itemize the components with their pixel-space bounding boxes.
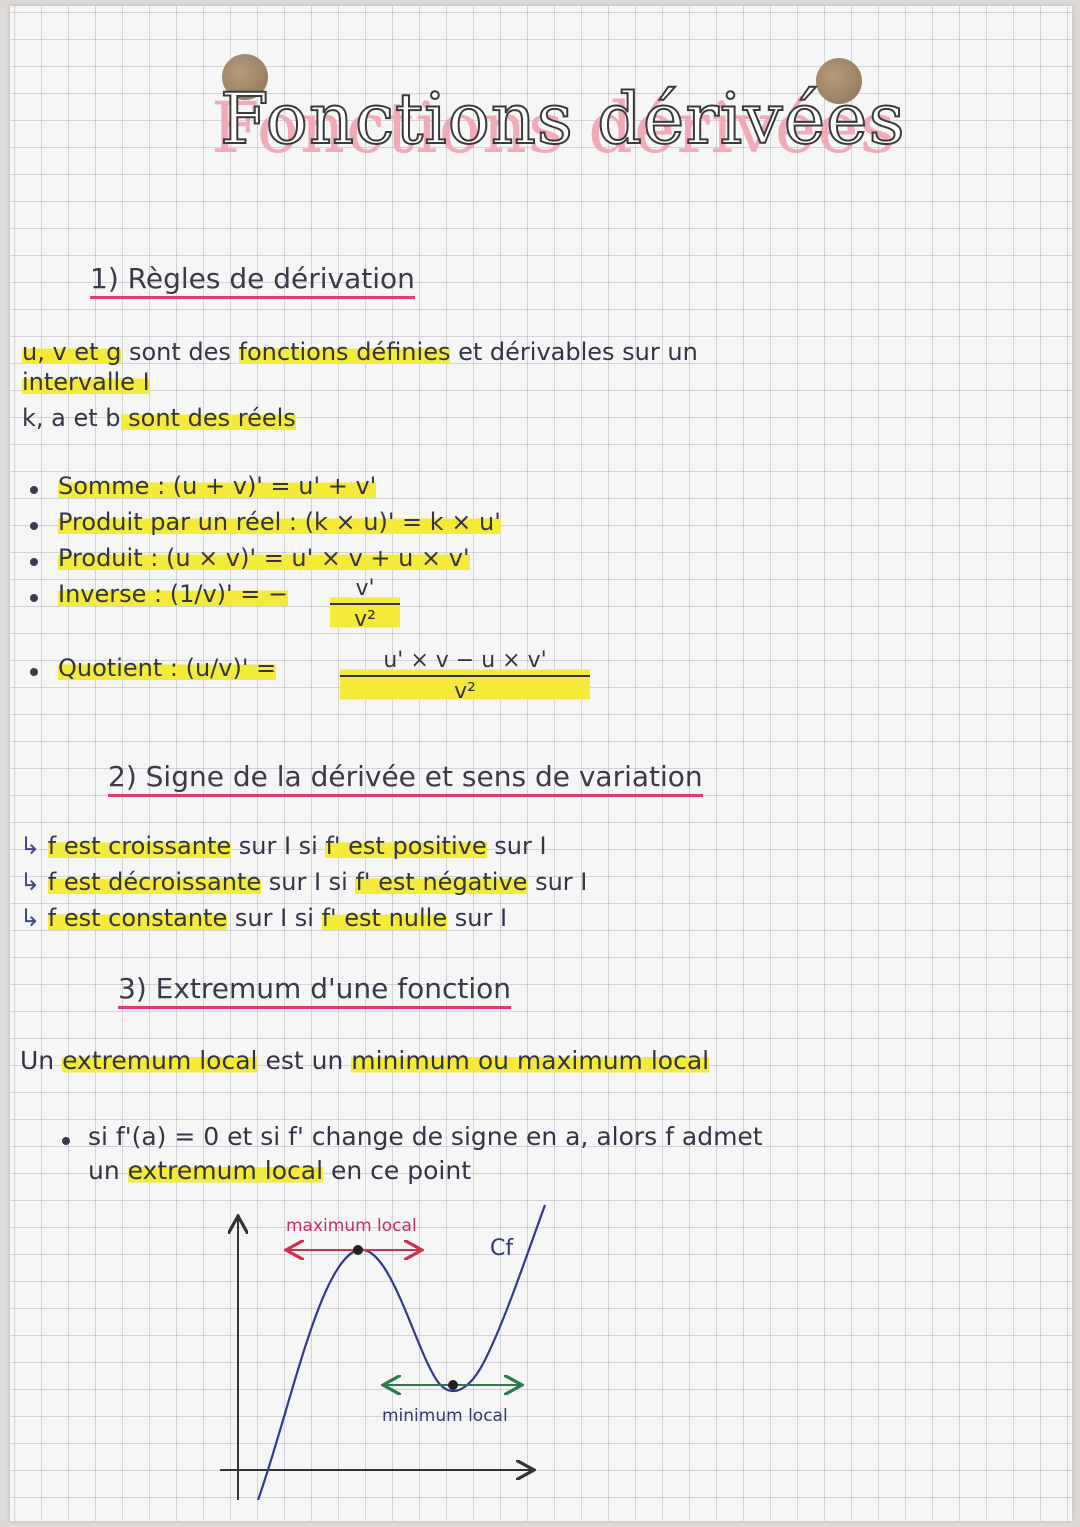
inverse-denominator: v² xyxy=(354,607,376,632)
min-local-label: minimum local xyxy=(382,1406,508,1426)
rule-product-label: Produit : xyxy=(58,544,166,572)
extremum-condition-line1: si f'(a) = 0 et si f' change de signe en a, alors f admet xyxy=(88,1122,763,1151)
rule-sum-formula: (u + v)' = u' + v' xyxy=(172,472,377,500)
inverse-numerator: v' xyxy=(355,576,375,601)
extremum-definition xyxy=(20,1046,709,1075)
cond-part-a: un xyxy=(88,1156,128,1185)
rule-inverse-formula: (1/v)' = − xyxy=(169,580,289,608)
page-title: Fonctions dérivées xyxy=(220,78,906,160)
bullet-dot xyxy=(30,668,38,676)
variation-item-decreasing xyxy=(20,868,587,896)
variation-f-state: f est constante xyxy=(47,904,228,932)
extremum-condition-line2 xyxy=(88,1156,471,1185)
bullet-dot xyxy=(30,486,38,494)
variation-fprime-sign: f' est négative xyxy=(355,868,528,896)
variation-f-state: f est décroissante xyxy=(47,868,262,896)
section1-intro-line1 xyxy=(22,338,698,366)
rule-quotient-label: Quotient : xyxy=(58,654,186,682)
variation-condition: sur I si xyxy=(231,832,326,860)
variation-item-increasing xyxy=(20,832,547,860)
curve-label: Cf xyxy=(490,1236,514,1261)
quotient-fraction xyxy=(340,648,590,704)
rule-sum xyxy=(58,472,376,500)
max-local-label: maximum local xyxy=(286,1216,417,1236)
quotient-denominator: v² xyxy=(454,679,476,704)
bullet-dot xyxy=(30,522,38,530)
fraction-bar xyxy=(340,675,590,677)
intro-text-a: sont des xyxy=(121,338,239,366)
hooked-arrow-icon: ↳ xyxy=(20,832,41,860)
variation-item-constant xyxy=(20,904,507,932)
extremum-graph xyxy=(180,1200,580,1500)
section2-heading: 2) Signe de la dérivée et sens de variation xyxy=(108,760,703,797)
hooked-arrow-icon: ↳ xyxy=(20,904,41,932)
intro-text-b: et dérivables sur un xyxy=(450,338,698,366)
rule-sum-label: Somme : xyxy=(58,472,173,500)
bullet-dot xyxy=(30,594,38,602)
variation-condition: sur I si xyxy=(261,868,356,896)
variation-interval: sur I xyxy=(527,868,588,896)
rule-product xyxy=(58,544,470,572)
section1-intro-line3 xyxy=(22,404,296,432)
variation-interval: sur I xyxy=(447,904,508,932)
bullet-dot xyxy=(30,558,38,566)
def-min-max-local: minimum ou maximum local xyxy=(351,1046,710,1075)
rule-product-real-label: Produit par un réel : xyxy=(58,508,305,536)
rule-quotient xyxy=(58,654,276,682)
rule-inverse xyxy=(58,580,288,608)
inverse-fraction xyxy=(330,576,400,632)
hooked-arrow-icon: ↳ xyxy=(20,868,41,896)
rule-quotient-formula: (u/v)' = xyxy=(185,654,277,682)
rule-product-real-formula: (k × u)' = k × u' xyxy=(304,508,501,536)
intro-functions-names: u, v et g xyxy=(22,338,122,366)
def-extremum-local: extremum local xyxy=(62,1046,258,1075)
fraction-bar xyxy=(330,603,400,605)
intro-interval: intervalle I xyxy=(22,368,150,396)
def-part-a: Un xyxy=(20,1046,63,1075)
rule-inverse-label: Inverse : xyxy=(58,580,170,608)
variation-f-state: f est croissante xyxy=(47,832,232,860)
variation-fprime-sign: f' est nulle xyxy=(321,904,448,932)
rule-product-formula: (u × v)' = u' × v + u × v' xyxy=(165,544,470,572)
maximum-point xyxy=(353,1245,363,1255)
quotient-numerator: u' × v − u × v' xyxy=(383,648,547,673)
bullet-dot xyxy=(62,1137,70,1145)
section3-heading: 3) Extremum d'une fonction xyxy=(118,972,511,1009)
rule-product-real xyxy=(58,508,501,536)
minimum-point xyxy=(448,1380,458,1390)
intro-reals-text: sont des réels xyxy=(120,404,296,432)
intro-functions-defined: fonctions définies xyxy=(238,338,451,366)
section1-heading: 1) Règles de dérivation xyxy=(90,262,415,299)
cond-extremum-local: extremum local xyxy=(127,1156,324,1185)
def-part-c: est un xyxy=(257,1046,352,1075)
variation-condition: sur I si xyxy=(227,904,322,932)
variation-fprime-sign: f' est positive xyxy=(325,832,487,860)
variation-interval: sur I xyxy=(486,832,547,860)
cond-part-c: en ce point xyxy=(323,1156,471,1185)
intro-reals-names: k, a et b xyxy=(22,404,121,432)
section1-intro-line2 xyxy=(22,368,150,396)
